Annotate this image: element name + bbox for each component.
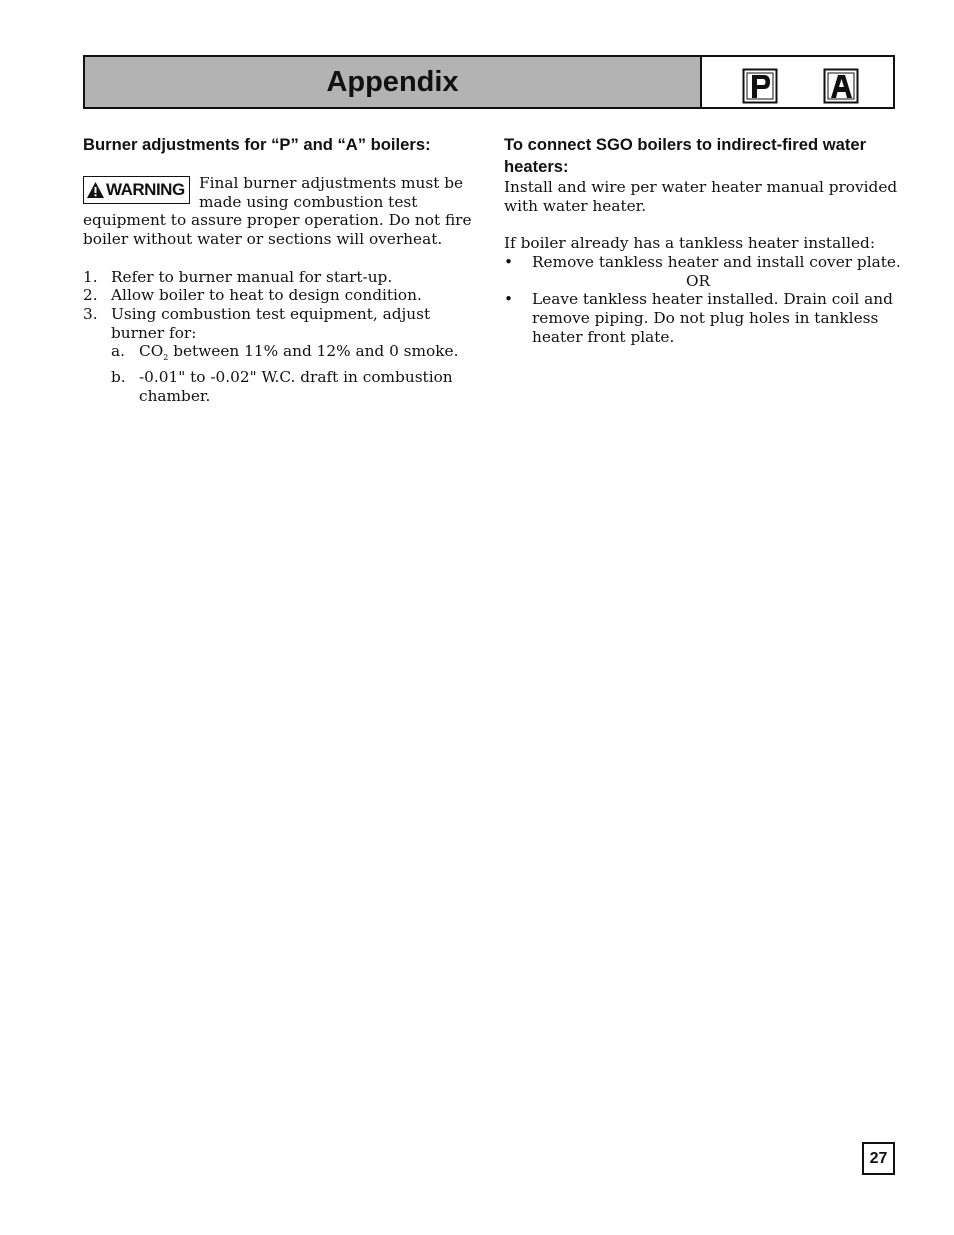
indirect-heater-intro: Install and wire per water heater manual provided with water heater. (504, 178, 898, 215)
warning-triangle-icon (86, 181, 105, 199)
warning-block (83, 174, 475, 249)
list-item: • Leave tankless heater installed. Drain coil and remove piping. Do not plug holes in tankless heater front plate. (504, 290, 893, 346)
burner-adjustments-section (83, 134, 475, 405)
list-item: 1. Refer to burner manual for start-up. (83, 267, 393, 286)
list-item: 2. Allow boiler to heat to design condition. (83, 286, 422, 305)
list-item: 3. Using combustion test equipment, adjust burner for: (83, 304, 431, 342)
page-title: Appendix (85, 57, 702, 107)
list-item: • Remove tankless heater and install cover plate. (504, 252, 901, 271)
list-item: a. $CO_2$ between 11% and 12% and 0 smoke. (111, 342, 459, 363)
start-up-steps (83, 268, 475, 406)
indirect-heater-heading: To connect SGO boilers to indirect-fired water heaters: (504, 135, 867, 176)
list-item: b. -0.01" to -0.02" W.C. draft in combustion chamber. (111, 368, 453, 405)
burner-adjustments-heading: Burner adjustments for “P” and “A” boilers: (83, 135, 431, 154)
tankless-condition: If boiler already has a tankless heater installed: (504, 234, 875, 253)
indirect-heater-section (504, 134, 904, 346)
boiler-type-icons (702, 57, 893, 107)
boiler-p-icon (742, 68, 778, 104)
tankless-options (504, 253, 904, 347)
warning-badge (83, 176, 190, 204)
warning-text: Final burner adjustments must be made using combustion test equipment to assure proper operation. Do not fire boiler without water or sections will overheat. (83, 174, 472, 249)
boiler-a-icon (823, 68, 859, 104)
page-number: 27 (862, 1142, 895, 1175)
or-separator: OR (685, 271, 711, 290)
warning-label: WARNING (106, 180, 185, 199)
page-header (83, 55, 895, 109)
